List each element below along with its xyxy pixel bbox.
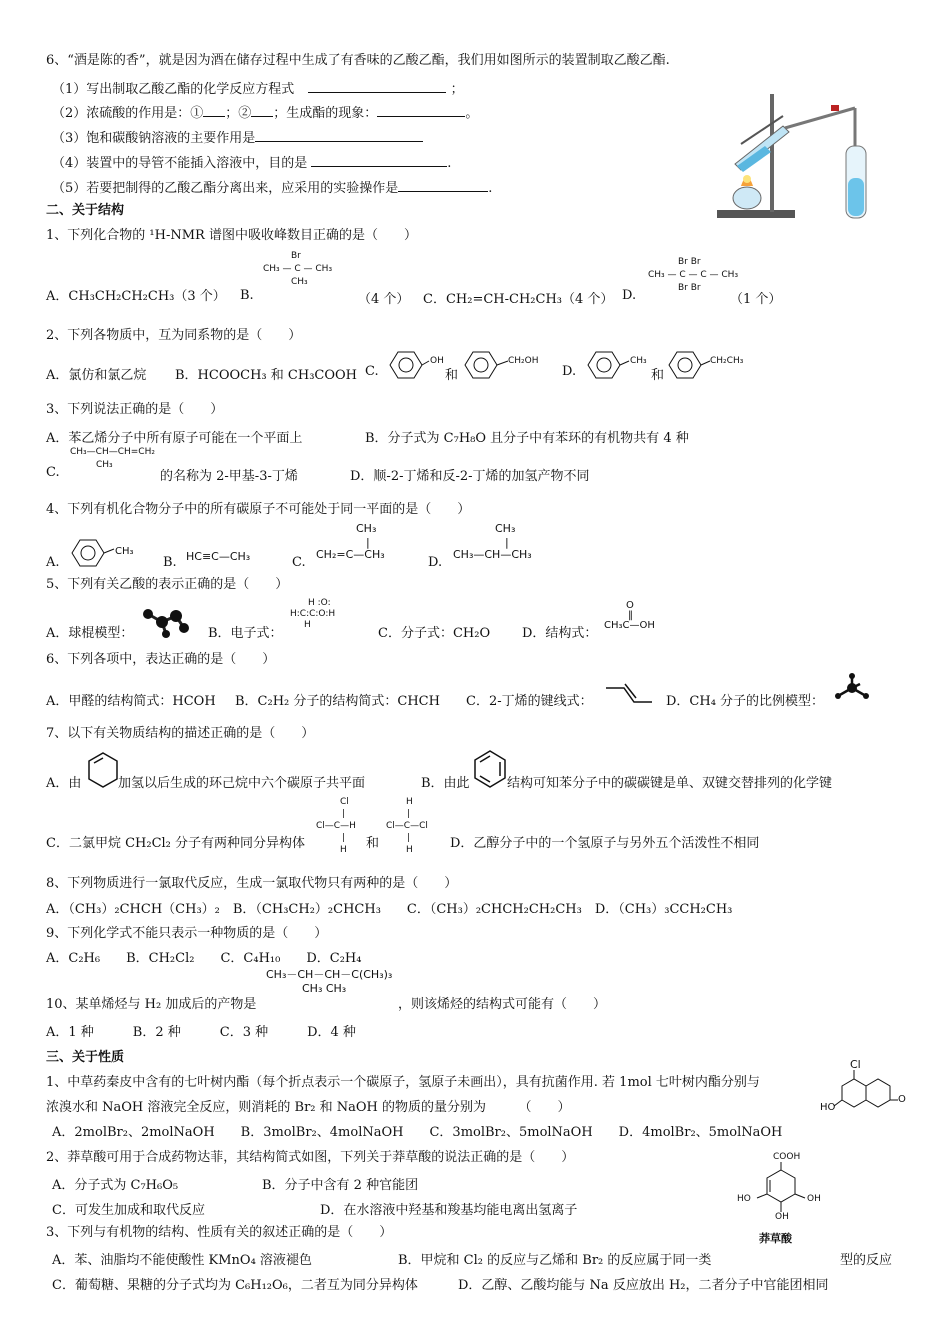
s2-q6-b: B．C₂H₂ 分子的结构简式：CHCH — [235, 694, 440, 709]
s3-q2: 2、莽草酸可用于合成药物达菲，其结构简式如图，下列关于莽草酸的说法正确的是（ ） — [46, 1150, 575, 1165]
s2-q3-d: D．顺-2-丁烯和反-2-丁烯的加氢产物不同 — [350, 469, 590, 484]
s2-q4-d-label: D. — [428, 555, 443, 570]
chlorine-label: Cl — [850, 1058, 861, 1071]
s2-q1-b-note: （4 个） — [358, 292, 410, 307]
s2-q7-a-end: 加氢以后生成的环己烷中六个碳原子共平面 — [118, 776, 366, 791]
oh-label-bottom: OH — [775, 1212, 789, 1222]
ch2ch3-label: CH₂CH₃ — [710, 356, 744, 366]
s2-q7: 7、以下有关物质结构的描述正确的是（ ） — [46, 726, 315, 741]
s3-q2-d: D．在水溶液中羟基和羧基均能电离出氢离子 — [320, 1203, 578, 1218]
s2-q7-d: D．乙醇分子中的一个氢原子与另外五个活泼性不相同 — [450, 836, 760, 851]
answer-blank[interactable] — [251, 102, 273, 117]
s3-q3-b: B．甲烷和 Cl₂ 的反应与乙烯和 Br₂ 的反应属于同一类 — [398, 1253, 712, 1268]
ho-label-left: HO — [737, 1194, 751, 1204]
s2-q6-d-label: D．CH₄ 分子的比例模型： — [666, 694, 825, 709]
section-2-heading: 二、关于结构 — [46, 203, 125, 218]
dichloromethane-structure-2: H | Cl—C—Cl | H — [386, 797, 428, 855]
ch3-label-q4a: CH₃ — [115, 546, 134, 557]
q6-part5: （5）若要把制得的乙酸乙酯分离出来，应采用的实验操作是 . — [52, 177, 492, 198]
s2-q6-a: A．甲醛的结构简式：HCOH — [46, 694, 216, 709]
s2-q7-b-start: B．由此 — [421, 776, 470, 791]
s3-q3-a: A．苯、油脂均不能使酸性 KMnO₄ 溶液褪色 — [52, 1253, 312, 1268]
isobutane-structure: CH₃ | CH₃—CH—CH₃ — [453, 522, 532, 561]
esculetin-structure — [818, 1058, 914, 1126]
s2-q5-a: A．球棍模型： — [46, 626, 134, 641]
oh-label-right: OH — [807, 1194, 821, 1204]
s3-q2-b: B．分子中含有 2 种官能团 — [262, 1178, 419, 1193]
s2-q1-d-label: D. — [622, 288, 637, 303]
toluene-structure — [583, 348, 633, 382]
s2-q9-options: A．C₂H₆ B．CH₂Cl₂ C．C₄H₁₀ D．C₂H₄ — [46, 951, 362, 966]
s2-q5: 5、下列有关乙酸的表示正确的是（ ） — [46, 577, 289, 592]
q6-part1: （1）写出制取乙酸乙酯的化学反应方程式 ； — [52, 78, 464, 99]
s2-q1: 1、下列化合物的 ¹H-NMR 谱图中吸收峰数目正确的是（ ） — [46, 228, 417, 243]
answer-blank[interactable] — [398, 177, 488, 192]
s3-q3-d: D．乙醇、乙酸均能与 Na 反应放出 H₂，二者分子中官能团相同 — [458, 1278, 829, 1293]
q6-part4: （4）装置中的导管不能插入溶液中，目的是 . — [52, 152, 451, 173]
ch3-label: CH₃ — [630, 356, 647, 366]
shikimic-acid-structure — [735, 1152, 825, 1245]
s2-q7-c: C．二氯甲烷 CH₂Cl₂ 分子有两种同分异构体 — [46, 836, 306, 851]
acetic-acid-structural-formula: O ‖ CH₃C—OH — [604, 600, 655, 631]
hydroxyl-label: HO — [820, 1102, 836, 1113]
ethylbenzene-structure — [664, 348, 714, 382]
answer-blank[interactable] — [203, 102, 225, 117]
shikimic-acid-caption: 莽草酸 — [759, 1232, 792, 1245]
ch2oh-label: CH₂OH — [508, 356, 539, 366]
dichloromethane-structure-1: Cl | Cl—C—H | H — [316, 797, 356, 855]
s2-q3-c-text: 的名称为 2-甲基-3-丁烯 — [160, 469, 298, 484]
s2-q2-b: B．HCOOCH₃ 和 CH₃COOH — [175, 368, 358, 383]
electron-formula-structure: H :O: H:C:C:O:H H — [290, 598, 336, 630]
q10-product-structure: CH₃－CH－CH－C(CH₃)₃ CH₃ CH₃ — [266, 968, 393, 995]
s2-q1-d-note: （1 个） — [730, 292, 782, 307]
s2-q2-a: A．氯仿和氯乙烷 — [46, 368, 147, 383]
s2-q9: 9、下列化学式不能只表示一种物质的是（ ） — [46, 926, 328, 941]
isobutylene-structure: CH₃ | CH₂=C—CH₃ — [316, 522, 385, 561]
s2-q3: 3、下列说法正确的是（ ） — [46, 402, 224, 417]
s2-q4: 4、下列有机化合物分子中的所有碳原子不可能处于同一平面的是（ ） — [46, 502, 471, 517]
methane-model-icon — [832, 672, 874, 704]
s2-q8-options: A．（CH₃）₂CHCH（CH₃）₂ B．（CH₃CH₂）₂CHCH₃ C．（CH₃）₂CHCH₂CH₂CH₃ D．（CH₃）₃CCH₂CH₃ — [46, 902, 733, 917]
s2-q2: 2、下列各物质中，互为同系物的是（ ） — [46, 328, 302, 343]
s2-q1-b-structure: Br CH₃ — C — CH₃ CH₃ — [263, 251, 333, 287]
ester-apparatus-figure — [705, 86, 880, 226]
s2-q10-options: A．1 种 B．2 种 C．3 种 D．4 种 — [46, 1025, 356, 1040]
s2-q1-b-label: B. — [240, 288, 254, 303]
answer-blank[interactable] — [308, 78, 446, 93]
ball-stick-model-icon — [140, 604, 192, 638]
s2-q7-a-start: A．由 — [46, 776, 82, 791]
q6-part2: （2）浓硫酸的作用是：① ；② ；生成酯的现象： 。 — [52, 102, 478, 123]
s2-q3-c-label: C. — [46, 465, 60, 480]
s2-q5-d-label: D．结构式： — [522, 626, 598, 641]
s2-q10-end: ，则该烯烃的结构式可能有（ ） — [398, 997, 607, 1012]
s3-q3-b-end: 型的反应 — [840, 1253, 893, 1268]
s2-q1-d-structure: Br Br CH₃ — C — C — CH₃ Br Br — [648, 257, 739, 293]
s2-q6-c-label: C．2-丁烯的键线式： — [466, 694, 593, 709]
answer-blank[interactable] — [255, 127, 423, 142]
s3-q1-line1: 1、中草药秦皮中含有的七叶树内酯（每个折点表示一个碳原子，氢原子未画出），具有抗菌作用. 若 1mol 七叶树内酯分别与 — [46, 1075, 760, 1090]
kekule-benzene-icon — [472, 748, 508, 790]
s2-q2-and-2: 和 — [651, 368, 665, 383]
oh-label: OH — [430, 356, 444, 366]
butene-skeletal-icon — [604, 680, 656, 706]
s3-q3-c: C．葡萄糖、果糖的分子式均为 C₆H₁₂O₆，二者互为同分异构体 — [52, 1278, 418, 1293]
propyne-structure: HC≡C—CH₃ — [186, 550, 251, 563]
carbonyl-o-label: O — [898, 1094, 906, 1105]
cooh-label: COOH — [773, 1152, 801, 1162]
q6-title: 6、“酒是陈的香”，就是因为酒在储存过程中生成了有香味的乙酸乙酯，我们用如图所示的装置制取乙酸乙酯. — [46, 53, 670, 68]
s2-q6: 6、下列各项中，表达正确的是（ ） — [46, 652, 276, 667]
s2-q2-c-label: C. — [365, 364, 379, 379]
s2-q3-a: A．苯乙烯分子中所有原子可能在一个平面上 — [46, 431, 303, 446]
s3-q2-a: A．分子式为 C₇H₆O₅ — [52, 1178, 179, 1193]
s2-q7-c-and: 和 — [366, 836, 380, 851]
s2-q4-a-label: A. — [46, 555, 60, 570]
s2-q5-b: B．电子式： — [208, 626, 283, 641]
s3-q2-c: C．可发生加成和取代反应 — [52, 1203, 205, 1218]
s2-q4-c-label: C. — [292, 555, 306, 570]
s3-q1-line2: 浓溴水和 NaOH 溶液完全反应，则消耗的 Br₂ 和 NaOH 的物质的量分别为 （ ） — [46, 1100, 571, 1115]
s3-q3: 3、下列与有机物的结构、性质有关的叙述正确的是（ ） — [46, 1225, 393, 1240]
section-3-heading: 三、关于性质 — [46, 1050, 125, 1065]
benzyl-alcohol-structure — [460, 348, 510, 382]
s2-q2-d-label: D. — [562, 364, 577, 379]
answer-blank[interactable] — [311, 152, 447, 167]
q6-part3: （3）饱和碳酸钠溶液的主要作用是 — [52, 127, 423, 148]
s2-q7-b-end: 结构可知苯分子中的碳碳键是单、双键交替排列的化学键 — [507, 776, 833, 791]
s3-q1-options: A．2molBr₂、2molNaOH B．3molBr₂、4molNaOH C．3molBr₂、5molNaOH D．4molBr₂、5molNaOH — [52, 1125, 783, 1140]
s2-q8: 8、下列物质进行一氯取代反应，生成一氯取代物只有两种的是（ ） — [46, 876, 458, 891]
s2-q5-c: C．分子式：CH₂O — [378, 626, 491, 641]
s2-q3-b: B．分子式为 C₇H₈O 且分子中有苯环的有机物共有 4 种 — [365, 431, 689, 446]
cyclohexene-ring-icon — [86, 750, 120, 790]
s2-q1-options: A．CH₃CH₂CH₂CH₃（3 个） — [46, 289, 226, 304]
s2-q2-and: 和 — [445, 368, 459, 383]
s2-q10-start: 10、某单烯烃与 H₂ 加成后的产物是 — [46, 997, 257, 1012]
s2-q1-c: C．CH₂=CH-CH₂CH₃（4 个） — [423, 292, 614, 307]
answer-blank[interactable] — [377, 102, 465, 117]
s2-q4-b-label: B. — [163, 555, 177, 570]
s2-q3-c-structure: CH₃—CH—CH=CH₂ CH₃ — [70, 447, 155, 470]
